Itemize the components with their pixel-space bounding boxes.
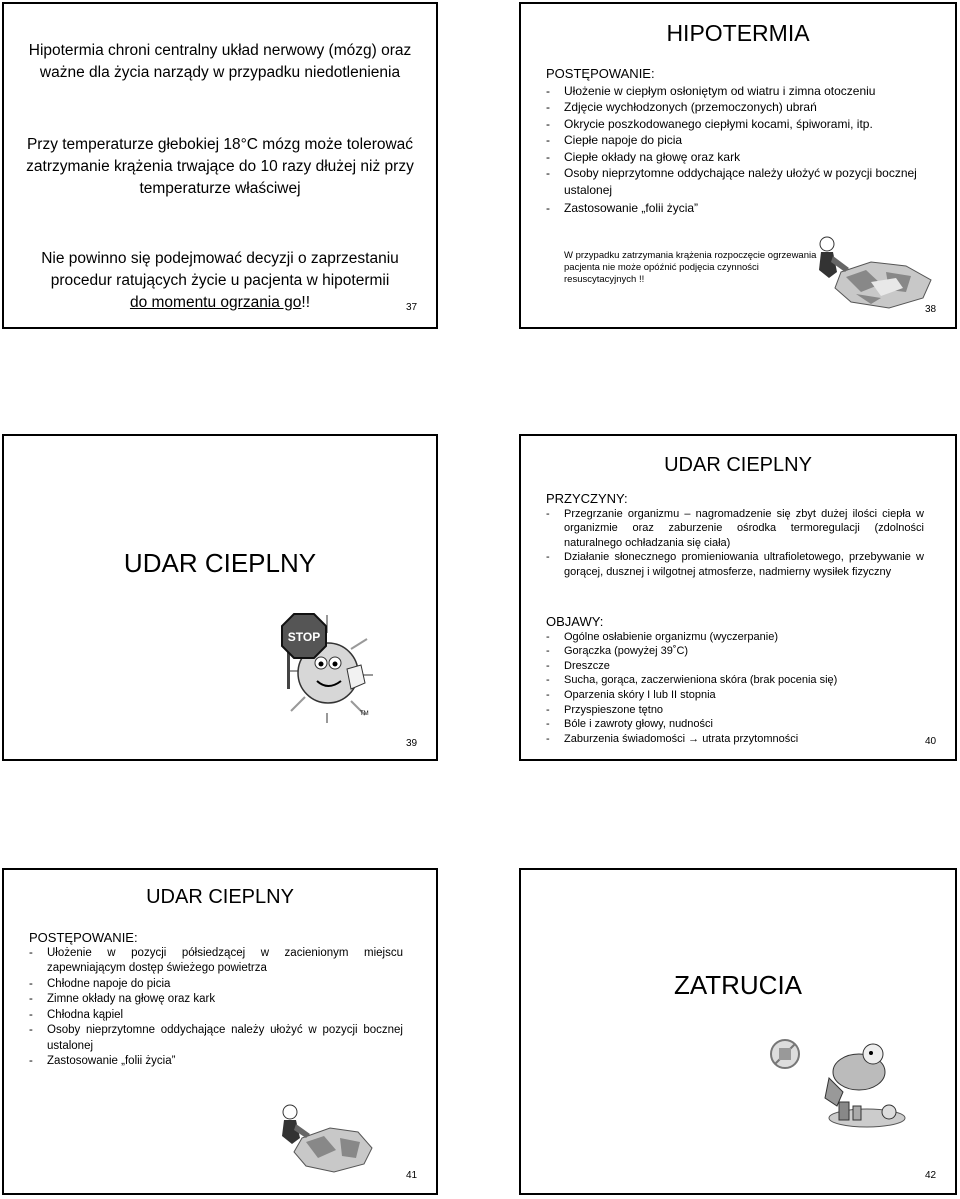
trademark-mark: TM xyxy=(360,711,369,717)
list-item: - Gorączka (powyżej 39˚C) xyxy=(546,644,924,659)
rescue-blanket-illustration xyxy=(272,1098,378,1174)
slide-number: 39 xyxy=(406,738,418,749)
procedure-block xyxy=(29,930,403,1070)
slide-42 xyxy=(519,868,957,1195)
slide-number: 37 xyxy=(406,302,418,313)
slide-40 xyxy=(519,434,957,761)
list-item xyxy=(546,732,924,747)
paragraph-cns-protection xyxy=(4,40,436,84)
slide-number: 41 xyxy=(406,1170,418,1181)
text-line: ważne dla życia narządy w przypadku niedotlenienia xyxy=(39,64,401,81)
list-item: - Sucha, gorąca, zaczerwieniona skóra (brak pocenia się) xyxy=(546,673,924,688)
slide-number: 40 xyxy=(925,736,937,747)
list-item: - Ciepłe napoje do picia xyxy=(546,132,931,149)
warning-note: W przypadku zatrzymania krążenia rozpoczęcie ogrzewania pacjenta nie może opóźnić podjęcia czynności resuscytacyjnych !! xyxy=(564,250,817,285)
text-line: procedur ratujących życie u pacjenta w hipotermii xyxy=(50,272,390,289)
slide-title: UDAR CIEPLNY xyxy=(146,886,294,908)
section-label: PRZYCZYNY: xyxy=(546,491,628,506)
list-item: - Zimne okłady na głowę oraz kark xyxy=(29,992,403,1008)
causes-list xyxy=(546,507,924,580)
slide-title: UDAR CIEPLNY xyxy=(123,548,317,578)
list-item: - Osoby nieprzytomne oddychające należy ułożyć w pozycji bocznej ustalonej xyxy=(546,165,931,198)
list-item: - Zastosowanie „folii życia” xyxy=(29,1054,403,1070)
symptoms-block xyxy=(546,615,924,746)
list-item-text: Zaburzenia świadomości xyxy=(564,732,686,745)
slide-37 xyxy=(2,2,438,329)
slide-39 xyxy=(2,434,438,761)
list-item: - Przegrzanie organizmu – nagromadzenie się zbyt dużej ilości ciepła w organizmie oraz zaburzenie ośrodka termoregulacji (zdolności naturalnego ochładzania się ciała) xyxy=(546,507,924,551)
procedure-block xyxy=(546,66,931,217)
emphasis-suffix: !! xyxy=(301,294,311,311)
text-line: Przy temperaturze głebokiej 18°C mózg może tolerować xyxy=(26,136,414,153)
rescue-blanket-illustration xyxy=(811,232,939,310)
list-item: - Ogólne osłabienie organizmu (wyczerpanie) xyxy=(546,630,924,645)
list-item: - Okrycie poszkodowanego ciepłymi kocami, śpiworami, itp. xyxy=(546,116,931,133)
slide-title: ZATRUCIA xyxy=(673,970,803,1000)
list-item: - Osoby nieprzytomne oddychające należy ułożyć w pozycji bocznej ustalonej xyxy=(29,1023,403,1054)
list-item: - Bóle i zawroty głowy, nudności xyxy=(546,717,924,732)
text-line: Nie powinno się podejmować decyzji o zaprzestaniu xyxy=(41,250,399,267)
list-item: - Chłodna kąpiel xyxy=(29,1008,403,1024)
procedure-list xyxy=(546,83,931,217)
paragraph-deep-temperature xyxy=(4,134,436,200)
text-line: Hipotermia chroni centralny układ nerwowy (mózg) oraz xyxy=(28,42,412,59)
stop-sign-text: STOP xyxy=(287,630,321,644)
slide-number: 38 xyxy=(925,304,937,315)
text-line: temperaturze właściwej xyxy=(139,180,301,197)
slide-number: 42 xyxy=(925,1170,937,1181)
slide-title: HIPOTERMIA xyxy=(666,20,810,46)
slide-41 xyxy=(2,868,438,1195)
section-label: OBJAWY: xyxy=(546,614,604,629)
list-item: - Chłodne napoje do picia xyxy=(29,977,403,993)
paragraph-resuscitation-warning xyxy=(4,248,436,314)
procedure-list xyxy=(29,946,403,1070)
list-item-text: utrata przytomności xyxy=(702,732,799,745)
list-item: - Ułożenie w ciepłym osłoniętym od wiatru i zimna otoczeniu xyxy=(546,83,931,100)
text-line xyxy=(4,292,436,314)
slide-38 xyxy=(519,2,957,329)
list-item: - Ciepłe okłady na głowę oraz kark xyxy=(546,149,931,166)
list-item: - Działanie słonecznego promieniowania ultrafioletowego, przebywanie w gorącej, dusznej i wilgotnej atmosferze, nadmierny wysiłek fizyczny xyxy=(546,550,924,579)
slide-title: UDAR CIEPLNY xyxy=(664,454,812,476)
list-item: - Dreszcze xyxy=(546,659,924,674)
list-item: - Zastosowanie „folii życia” xyxy=(546,200,931,217)
symptoms-list xyxy=(546,630,924,747)
poisoning-illustration xyxy=(769,1032,911,1134)
arrow-right-icon: → xyxy=(688,732,700,745)
list-item: - Ułożenie w pozycji półsiedzącej w zacienionym miejscu zapewniającym dostęp świeżego powietrza xyxy=(29,946,403,977)
list-item: - Zdjęcie wychłodzonych (przemoczonych) ubrań xyxy=(546,99,931,116)
list-item: - Oparzenia skóry I lub II stopnia xyxy=(546,688,924,703)
section-label: POSTĘPOWANIE: xyxy=(546,66,655,81)
list-item: - Przyspieszone tętno xyxy=(546,703,924,718)
causes-block xyxy=(546,492,924,580)
section-label: POSTĘPOWANIE: xyxy=(29,930,138,945)
underlined-phrase: do momentu ogrzania go xyxy=(129,294,302,311)
text-line: zatrzymanie krążenia trwające do 10 razy dłużej niż przy xyxy=(26,158,414,175)
stop-sign-icon xyxy=(280,612,328,660)
